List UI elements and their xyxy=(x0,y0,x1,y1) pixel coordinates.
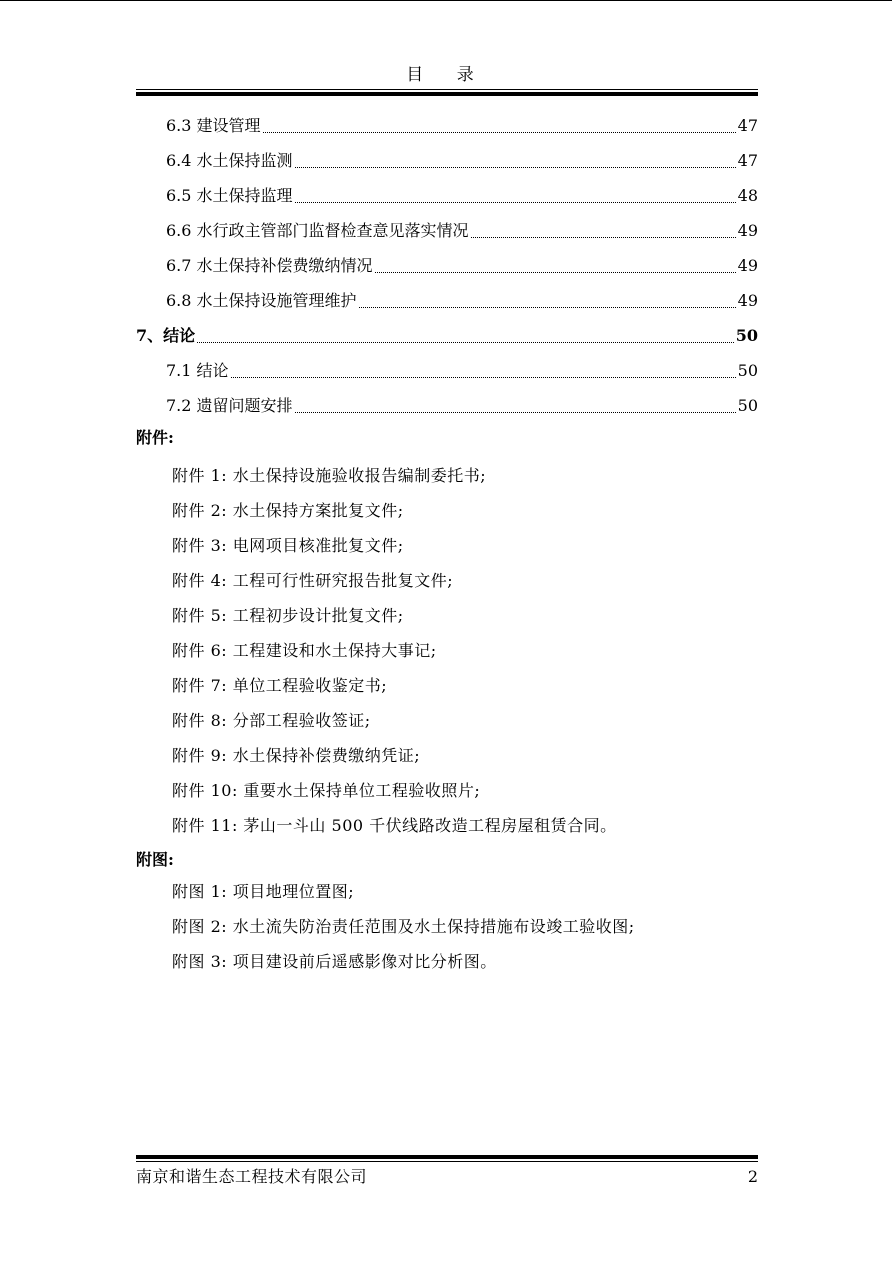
toc-entry[interactable] xyxy=(0,184,892,208)
toc-entry[interactable] xyxy=(0,254,892,278)
toc-entry[interactable] xyxy=(0,394,892,418)
toc-entry-title: 6.8 水土保持设施管理维护 xyxy=(166,289,358,313)
header-rule-thick xyxy=(136,92,758,96)
attachment-item: 附件 2: 水土保持方案批复文件; xyxy=(172,501,404,520)
toc-entry[interactable] xyxy=(0,149,892,173)
attachment-item: 附件 11: 茅山一斗山 500 千伏线路改造工程房屋租赁合同。 xyxy=(172,816,617,835)
toc-entry[interactable] xyxy=(0,324,892,348)
attachment-item: 附件 8: 分部工程验收签证; xyxy=(172,711,371,730)
toc-entry-page: 49 xyxy=(737,289,758,313)
toc-entry-page: 47 xyxy=(737,114,758,138)
attachment-item: 附件 3: 电网项目核准批复文件; xyxy=(172,536,404,555)
header-rule-thin xyxy=(136,89,758,90)
footer-rule-thick xyxy=(136,1155,758,1159)
footer-company: 南京和谐生态工程技术有限公司 xyxy=(136,1167,368,1186)
toc-entry-page: 49 xyxy=(737,219,758,243)
page-header-title: 目 录 xyxy=(406,65,488,85)
footer-rule-thin xyxy=(136,1161,758,1162)
toc-entry-page: 49 xyxy=(737,254,758,278)
toc-entry-page: 47 xyxy=(737,149,758,173)
figure-item: 附图 2: 水土流失防治责任范围及水土保持措施布设竣工验收图; xyxy=(172,917,635,936)
toc-entry[interactable] xyxy=(0,289,892,313)
toc-entry-page: 50 xyxy=(737,359,758,383)
attachment-item: 附件 5: 工程初步设计批复文件; xyxy=(172,606,404,625)
footer-page-number: 2 xyxy=(747,1167,758,1186)
toc-entry-title: 7、结论 xyxy=(136,324,196,348)
toc-entry[interactable] xyxy=(0,219,892,243)
figure-item: 附图 3: 项目建设前后遥感影像对比分析图。 xyxy=(172,952,497,971)
toc-entry-title: 6.6 水行政主管部门监督检查意见落实情况 xyxy=(166,219,470,243)
toc-entry[interactable] xyxy=(0,359,892,383)
toc-entry-title: 6.4 水土保持监测 xyxy=(166,149,294,173)
attachment-item: 附件 6: 工程建设和水土保持大事记; xyxy=(172,641,437,660)
toc-entry-title: 7.2 遗留问题安排 xyxy=(166,394,294,418)
attachments-heading: 附件: xyxy=(136,428,174,447)
toc-entry-title: 7.1 结论 xyxy=(166,359,230,383)
attachment-item: 附件 4: 工程可行性研究报告批复文件; xyxy=(172,571,454,590)
toc-entry-title: 6.3 建设管理 xyxy=(166,114,262,138)
page-top-border xyxy=(0,0,892,1)
attachment-item: 附件 9: 水土保持补偿费缴纳凭证; xyxy=(172,746,421,765)
toc-entry-title: 6.7 水土保持补偿费缴纳情况 xyxy=(166,254,374,278)
attachment-item: 附件 10: 重要水土保持单位工程验收照片; xyxy=(172,781,481,800)
toc-entry-page: 50 xyxy=(735,324,758,348)
attachment-item: 附件 7: 单位工程验收鉴定书; xyxy=(172,676,388,695)
toc-dot-leader xyxy=(136,318,736,343)
toc-entry-page: 50 xyxy=(737,394,758,418)
toc-dot-leader xyxy=(166,353,736,378)
figures-heading: 附图: xyxy=(136,850,174,869)
toc-entry[interactable] xyxy=(0,114,892,138)
attachment-item: 附件 1: 水土保持设施验收报告编制委托书; xyxy=(172,466,487,485)
toc-entry-page: 48 xyxy=(737,184,758,208)
toc-entry-title: 6.5 水土保持监理 xyxy=(166,184,294,208)
figure-item: 附图 1: 项目地理位置图; xyxy=(172,882,355,901)
